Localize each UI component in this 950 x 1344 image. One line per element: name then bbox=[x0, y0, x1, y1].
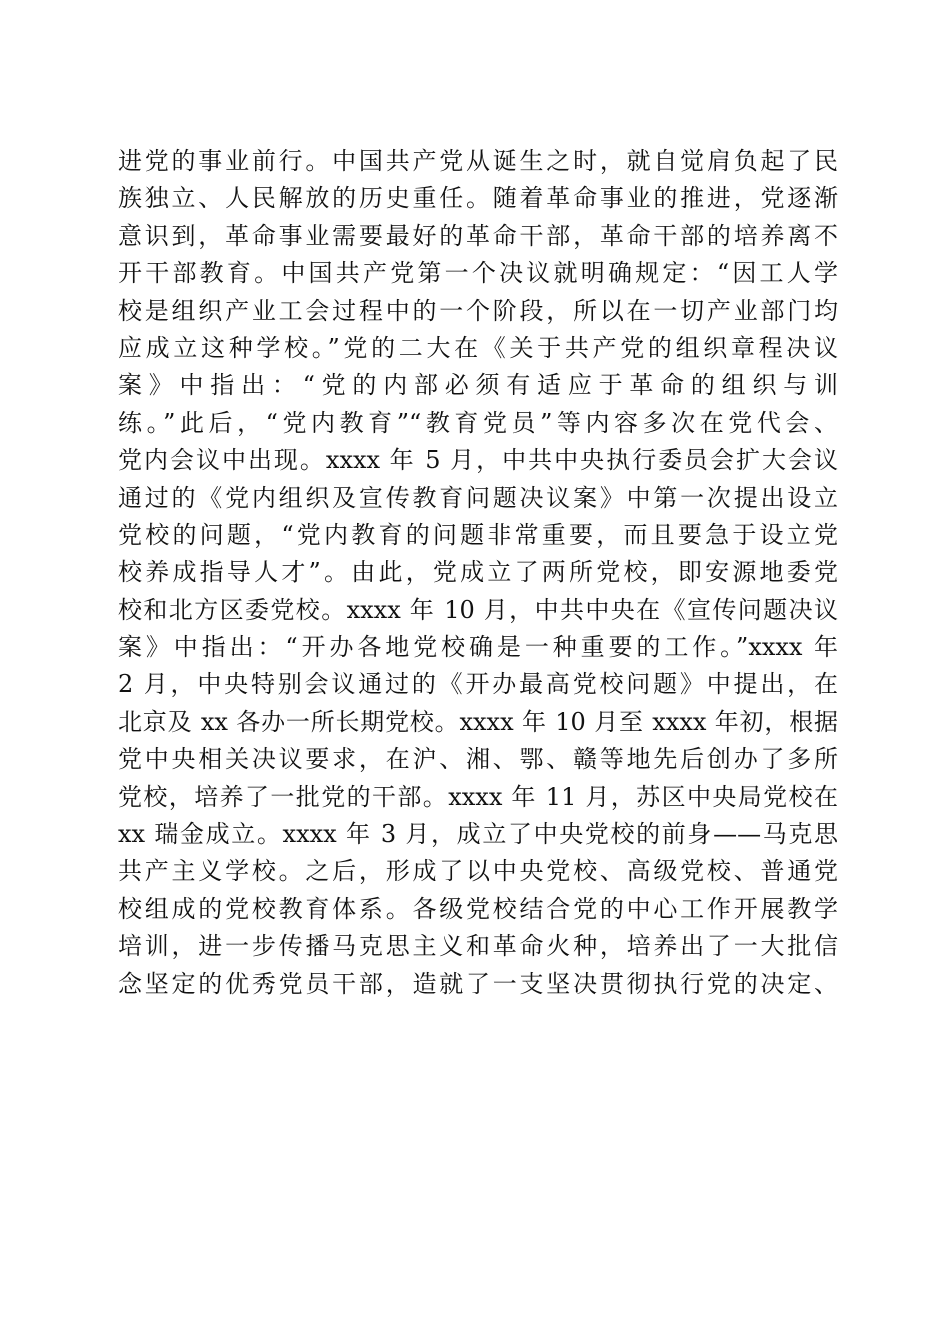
text-line-17: 党中央相关决议要求，在沪、湘、鄂、赣等地先后创办了多所 bbox=[118, 745, 838, 774]
text-line-5: 校是组织产业工会过程中的一个阶段，所以在一切产业部门均 bbox=[118, 296, 838, 325]
text-line-21: 校组成的党校教育体系。各级党校结合党的中心工作开展教学 bbox=[118, 894, 838, 923]
text-line-15: 2 月，中央特别会议通过的《开办最高党校问题》中提出，在 bbox=[118, 670, 838, 699]
text-line-13: 校和北方区委党校。xxxx 年 10 月，中共中央在《宣传问题决议 bbox=[118, 595, 838, 624]
body-paragraph bbox=[118, 143, 838, 1003]
text-line-6: 应成立这种学校。”党的二大在《关于共产党的组织章程决议 bbox=[118, 333, 838, 362]
text-line-18: 党校，培养了一批党的干部。xxxx 年 11 月，苏区中央局党校在 bbox=[118, 782, 838, 811]
text-line-2: 族独立、人民解放的历史重任。随着革命事业的推进，党逐渐 bbox=[118, 184, 838, 213]
text-line-16: 北京及 xx 各办一所长期党校。xxxx 年 10 月至 xxxx 年初，根据 bbox=[118, 707, 838, 736]
text-line-19: xx 瑞金成立。xxxx 年 3 月，成立了中央党校的前身——马克思 bbox=[118, 820, 838, 849]
text-line-7: 案》中指出：“党的内部必须有适应于革命的组织与训 bbox=[118, 371, 838, 400]
text-line-23: 念坚定的优秀党员干部，造就了一支坚决贯彻执行党的决定、 bbox=[118, 969, 838, 998]
text-line-4: 开干部教育。中国共产党第一个决议就明确规定：“因工人学 bbox=[118, 259, 838, 288]
text-line-14: 案》中指出：“开办各地党校确是一种重要的工作。”xxxx 年 bbox=[118, 633, 838, 662]
text-line-11: 党校的问题，“党内教育的问题非常重要，而且要急于设立党 bbox=[118, 520, 838, 549]
text-line-20: 共产主义学校。之后，形成了以中央党校、高级党校、普通党 bbox=[118, 857, 838, 886]
text-line-22: 培训，进一步传播马克思主义和革命火种，培养出了一大批信 bbox=[118, 932, 838, 961]
text-line-3: 意识到，革命事业需要最好的革命干部，革命干部的培养离不 bbox=[118, 221, 838, 250]
text-line-1: 进党的事业前行。中国共产党从诞生之时，就自觉肩负起了民 bbox=[118, 147, 838, 175]
text-line-8: 练。”此后，“党内教育”“教育党员”等内容多次在党代会、 bbox=[118, 408, 838, 437]
text-line-10: 通过的《党内组织及宣传教育问题决议案》中第一次提出设立 bbox=[118, 483, 838, 512]
text-line-9: 党内会议中出现。xxxx 年 5 月，中共中央执行委员会扩大会议 bbox=[118, 446, 838, 475]
text-line-12: 校养成指导人才”。由此，党成立了两所党校，即安源地委党 bbox=[118, 558, 838, 587]
